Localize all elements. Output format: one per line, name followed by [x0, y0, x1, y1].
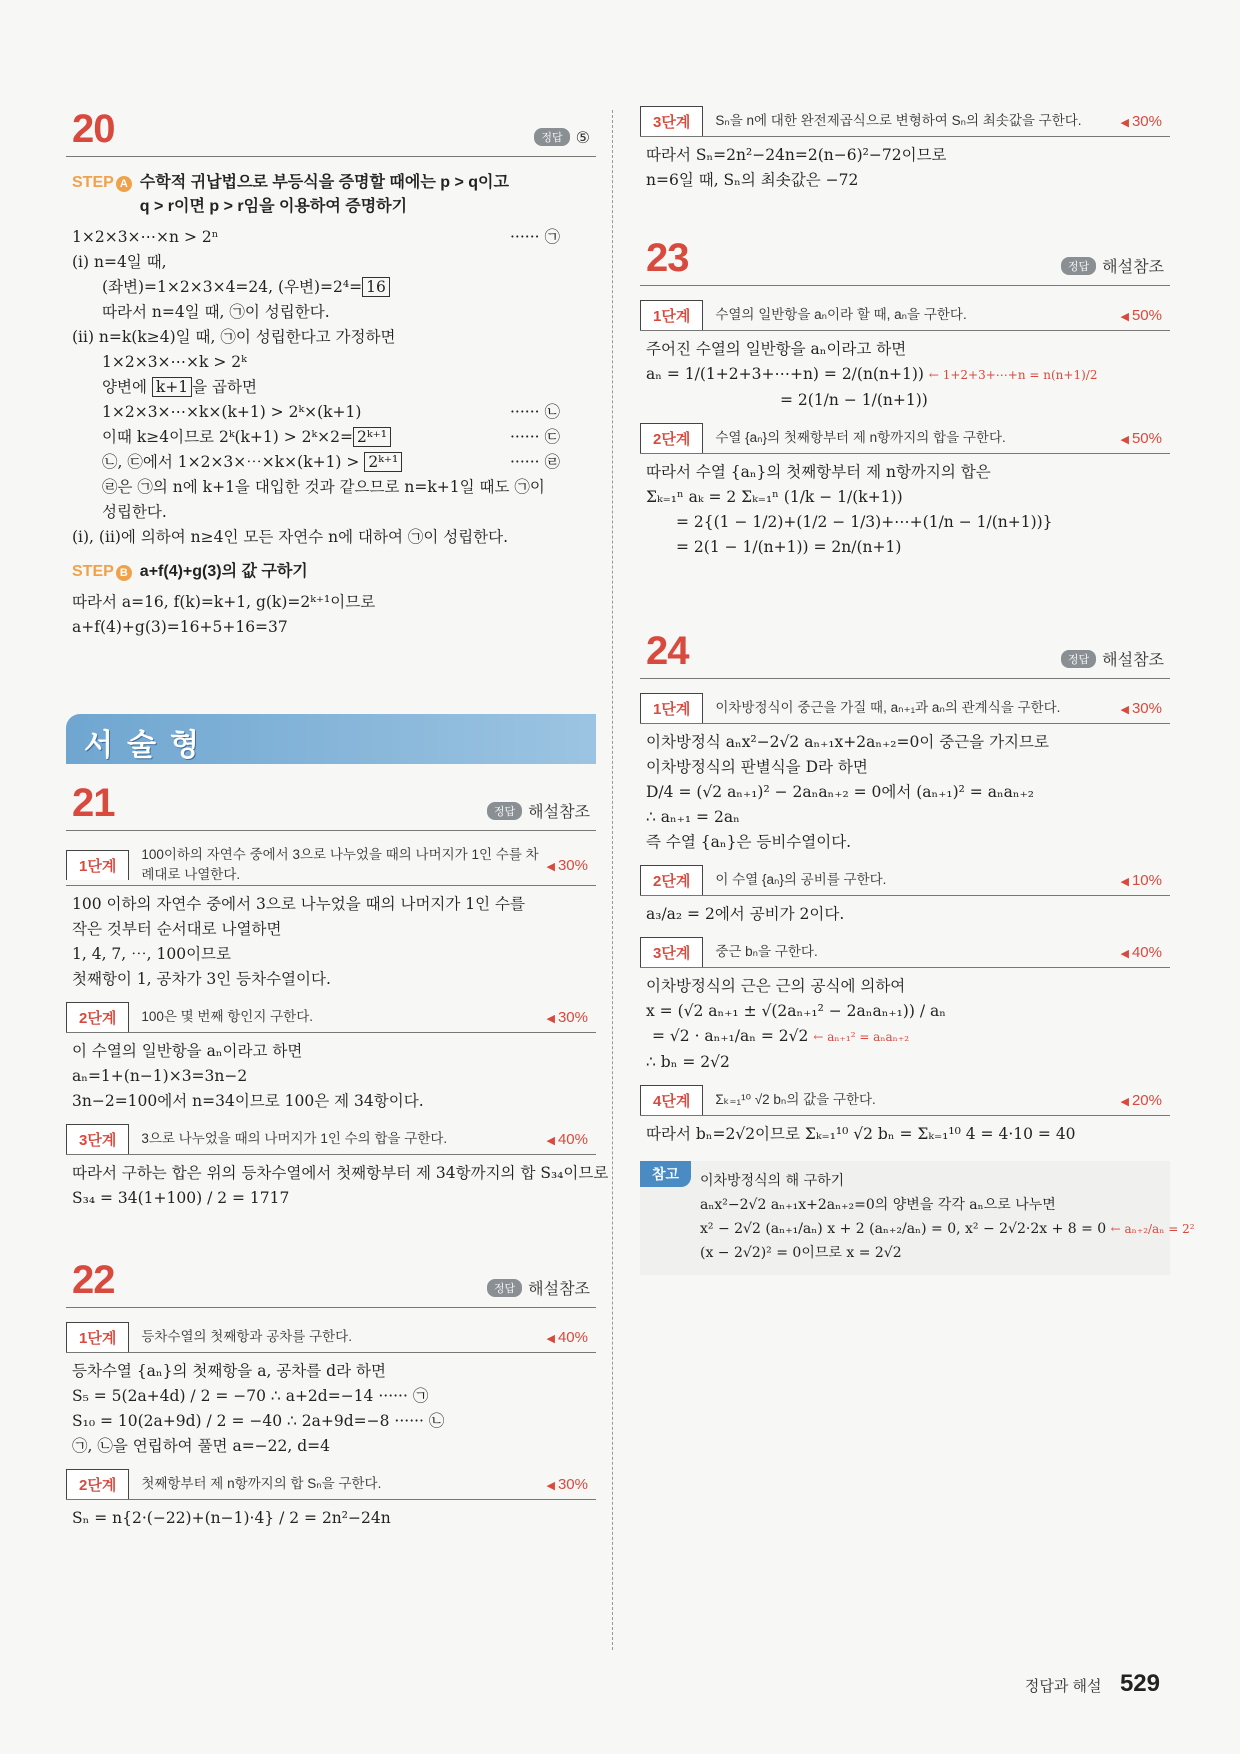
step-label: STEP	[72, 563, 114, 580]
answer	[534, 128, 590, 148]
proof-text: 성립한다.	[102, 503, 167, 521]
solution-line: ∴ bₙ = 2√2	[646, 1053, 730, 1071]
solution-line: Sₙ = n{2·(−22)+(n−1)·4} / 2 = 2n²−24n	[72, 1509, 391, 1527]
stage-percent: ◀ 30%	[546, 1476, 596, 1493]
problem-number: 20	[72, 107, 115, 151]
solution-line: ∴ aₙ₊₁ = 2aₙ	[646, 808, 740, 826]
step-a-title-line2: q > r이면 p > r임을 이용하여 증명하기	[139, 198, 408, 215]
stage-3	[640, 106, 1170, 137]
solution-line: 따라서 bₙ=2√2이므로 Σₖ₌₁¹⁰ √2 bₙ = Σₖ₌₁¹⁰ 4 = 4·10 = 40	[646, 1125, 1076, 1143]
note-tag: 참고	[640, 1161, 691, 1187]
stage-tag: 2단계	[66, 1469, 129, 1499]
step-a-title	[140, 171, 509, 219]
page-number: 529	[1119, 1670, 1160, 1697]
proof-line	[66, 250, 596, 275]
proof-text-after: 을 곱하면	[192, 378, 257, 396]
proof-text: 1×2×3×⋯×k×(k+1) > 2ᵏ×(k+1)	[102, 403, 362, 421]
solution-line: 따라서 Sₙ=2n²−24n=2(n−6)²−72이므로	[646, 146, 947, 164]
equation-reference: ······ ㉡	[510, 403, 560, 421]
problem-number: 21	[72, 781, 115, 825]
solution-line: 따라서 수열 {aₙ}의 첫째항부터 제 n항까지의 합은	[646, 463, 991, 481]
problem-22-header	[66, 1251, 596, 1308]
equation-reference: ······ ㉠	[510, 228, 560, 246]
problem-number: 22	[72, 1258, 115, 1302]
proof-text: (ⅰ), (ⅱ)에 의하여 n≥4인 모든 자연수 n에 대하여 ㉠이 성립한다.	[72, 528, 509, 546]
proof-line	[66, 450, 596, 475]
stage-text: 수열의 일반항을 aₙ이라 할 때, aₙ을 구한다.	[715, 307, 967, 322]
hint-note: ← 1+2+3+⋯+n = n(n+1)/2	[928, 368, 1098, 382]
step-b-tag	[72, 563, 132, 581]
right-column	[640, 100, 1195, 1275]
formula: x² − 2√2 (aₙ₊₁/aₙ) x + 2 (aₙ₊₂/aₙ) = 0, x² − 2√2·2x + 8 = 0	[700, 1221, 1107, 1237]
answer-value: 해설참조	[528, 1281, 590, 1298]
stage-text: 100은 몇 번째 항인지 구한다.	[141, 1009, 314, 1024]
stage-tag: 3단계	[640, 937, 703, 967]
problem-20-proof	[66, 225, 596, 550]
proof-line	[66, 325, 596, 350]
stage-tag: 1단계	[640, 300, 703, 330]
stage-2	[640, 423, 1170, 454]
section-banner	[66, 714, 596, 764]
answer	[487, 1276, 590, 1299]
solution-line: = 2{(1 − 1/2)+(1/2 − 1/3)+⋯+(1/n − 1/(n+1))}	[676, 513, 1053, 531]
proof-line	[66, 525, 596, 550]
solution-line: 주어진 수열의 일반항을 aₙ이라고 하면	[646, 340, 907, 358]
proof-line	[66, 225, 596, 250]
proof-text: ㉡, ㉢에서 1×2×3×⋯×k×(k+1) >	[102, 453, 365, 471]
stage-2	[66, 1469, 596, 1500]
answer-tag: 정답	[487, 802, 522, 820]
solution-line: 등차수열 {aₙ}의 첫째항을 a, 공차를 d라 하면	[72, 1362, 386, 1380]
answer-box: k+1	[152, 377, 192, 397]
stage-percent: ◀ 30%	[1120, 700, 1170, 717]
proof-text: ㉣은 ㉠의 n에 k+1을 대입한 것과 같으므로 n=k+1일 때도 ㉠이	[102, 478, 545, 496]
answer-box: 16	[362, 277, 390, 297]
stage-text: 중근 bₙ을 구한다.	[715, 944, 818, 959]
stage-text: Sₙ을 n에 대한 완전제곱식으로 변형하여 Sₙ의 최솟값을 구한다.	[715, 113, 1082, 128]
stage-2	[640, 865, 1170, 896]
answer-tag: 정답	[1061, 257, 1096, 275]
solution-line: 이차방정식의 판별식을 D라 하면	[646, 758, 868, 776]
note-line: aₙx²−2√2 aₙ₊₁x+2aₙ₊₂=0의 양변을 각각 aₙ으로 나누면	[700, 1197, 1056, 1213]
stage-text: 첫째항부터 제 n항까지의 합 Sₙ을 구한다.	[141, 1476, 382, 1491]
hint-note: ← aₙ₊₁² = aₙaₙ₊₂	[813, 1030, 910, 1044]
stage-tag: 2단계	[640, 865, 703, 895]
equation-reference: ······ ㉢	[510, 428, 560, 446]
stage-1	[66, 845, 596, 886]
answer	[1061, 254, 1164, 277]
answer-value: 해설참조	[1102, 259, 1164, 276]
solution-line: 작은 것부터 순서대로 나열하면	[72, 920, 282, 938]
section-banner-title: 서술형	[84, 729, 213, 762]
answer-tag: 정답	[487, 1279, 522, 1297]
stage-tag: 4단계	[640, 1085, 703, 1115]
solution-line: n=6일 때, Sₙ의 최솟값은 −72	[646, 171, 859, 189]
solution-line: Σₖ₌₁ⁿ aₖ = 2 Σₖ₌₁ⁿ (1/k − 1/(k+1))	[646, 488, 903, 506]
stage-percent: ◀ 40%	[1120, 944, 1170, 961]
hint-note: ← aₙ₊₂/aₙ = 2²	[1110, 1222, 1195, 1236]
solution-line: S₅ = 5(2a+4d) / 2 = −70 ∴ a+2d=−14 ······ ㉠	[72, 1387, 429, 1405]
answer-value: ⑤	[575, 130, 590, 147]
step-letter: A	[116, 176, 132, 192]
formula: = √2 · aₙ₊₁/aₙ = 2√2	[652, 1027, 809, 1045]
stage-text: 이차방정식이 중근을 가질 때, aₙ₊₁과 aₙ의 관계식을 구한다.	[715, 700, 1061, 715]
stage-percent: ◀ 40%	[546, 1131, 596, 1148]
stage-text: 이 수열 {aₙ}의 공비를 구한다.	[715, 872, 887, 887]
proof-line	[66, 300, 596, 325]
stage-text: 3으로 나누었을 때의 나머지가 1인 수의 합을 구한다.	[141, 1131, 448, 1146]
solution-line: S₁₀ = 10(2a+9d) / 2 = −40 ∴ 2a+9d=−8 ······ ㉡	[72, 1412, 445, 1430]
answer-tag: 정답	[1061, 650, 1096, 668]
note-line: 이차방정식의 해 구하기	[700, 1173, 845, 1189]
stage-3	[66, 1124, 596, 1155]
answer-tag: 정답	[534, 128, 569, 146]
problem-21-header	[66, 774, 596, 831]
solution-line: 따라서 구하는 합은 위의 등차수열에서 첫째항부터 제 34항까지의 합 S₃₄이므로	[72, 1164, 609, 1182]
answer-box: 2ᵏ⁺¹	[353, 427, 391, 447]
solution-line: 이 수열의 일반항을 aₙ이라고 하면	[72, 1042, 303, 1060]
solution-line: 3n−2=100에서 n=34이므로 100은 제 34항이다.	[72, 1092, 424, 1110]
stage-text: 100이하의 자연수 중에서 3으로 나누었을 때의 나머지가 1인 수를 차례대로 나열한다.	[141, 847, 539, 882]
answer	[1061, 647, 1164, 670]
proof-line	[66, 375, 596, 400]
proof-line	[66, 425, 596, 450]
note-line	[700, 1217, 1195, 1241]
solution-line: 100 이하의 자연수 중에서 3으로 나누었을 때의 나머지가 1인 수를	[72, 895, 526, 913]
proof-text: 양변에	[102, 378, 152, 396]
stage-tag: 1단계	[640, 693, 703, 723]
solution-line: 이차방정식 aₙx²−2√2 aₙ₊₁x+2aₙ₊₂=0이 중근을 가지므로	[646, 733, 1049, 751]
solution-line: a+f(4)+g(3)=16+5+16=37	[72, 618, 288, 636]
stage-tag: 1단계	[66, 850, 129, 880]
stage-4	[640, 1085, 1170, 1116]
solution-line: 1, 4, 7, ⋯, 100이므로	[72, 945, 232, 963]
proof-text: 이때 k≥4이므로 2ᵏ(k+1) > 2ᵏ×2=	[102, 428, 354, 446]
solution-line	[640, 1024, 1170, 1050]
solution-line: = 2(1 − 1/(n+1)) = 2n/(n+1)	[676, 538, 902, 556]
stage-percent: ◀ 20%	[1120, 1092, 1170, 1109]
problem-23-header	[640, 229, 1170, 286]
stage-1	[640, 300, 1170, 331]
proof-text: 따라서 n=4일 때, ㉠이 성립한다.	[102, 303, 330, 321]
stage-tag: 3단계	[640, 106, 703, 136]
problem-24-header	[640, 622, 1170, 679]
solution-line: 이차방정식의 근은 근의 공식에 의하여	[646, 977, 906, 995]
stage-percent: ◀ 40%	[546, 1329, 596, 1346]
note-line: (x − 2√2)² = 0이므로 x = 2√2	[700, 1245, 902, 1261]
stage-1	[640, 693, 1170, 724]
column-divider	[612, 110, 613, 1650]
step-b-title: a+f(4)+g(3)의 값 구하기	[139, 563, 308, 580]
solution-line: 첫째항이 1, 공차가 3인 등차수열이다.	[72, 970, 331, 988]
footer-label: 정답과 해설	[1024, 1678, 1102, 1695]
proof-text: (좌변)=1×2×3×4=24, (우변)=2⁴=	[102, 278, 363, 296]
solution-line: S₃₄ = 34(1+100) / 2 = 1717	[72, 1189, 290, 1207]
stage-percent: ◀ 50%	[1120, 307, 1170, 324]
solution-line: ㉠, ㉡을 연립하여 풀면 a=−22, d=4	[72, 1437, 331, 1455]
stage-text: 수열 {aₙ}의 첫째항부터 제 n항까지의 합을 구한다.	[715, 430, 1006, 445]
proof-text: (ⅱ) n=k(k≥4)일 때, ㉠이 성립한다고 가정하면	[72, 328, 396, 346]
solution-line: x = (√2 aₙ₊₁ ± √(2aₙ₊₁² − 2aₙaₙ₊₁)) / aₙ	[646, 1002, 946, 1020]
solution-line: D/4 = (√2 aₙ₊₁)² − 2aₙaₙ₊₂ = 0에서 (aₙ₊₁)² = aₙaₙ₊₂	[646, 783, 1035, 801]
formula: aₙ = 1/(1+2+3+⋯+n) = 2/(n(n+1))	[646, 365, 924, 383]
stage-percent: ◀ 30%	[1120, 113, 1170, 130]
solution-line: aₙ=1+(n−1)×3=3n−2	[72, 1067, 248, 1085]
solution-line: a₃/a₂ = 2에서 공비가 2이다.	[646, 905, 845, 923]
reference-note	[640, 1161, 1195, 1275]
answer-value: 해설참조	[528, 804, 590, 821]
equation-reference: ······ ㉣	[510, 453, 560, 471]
stage-2	[66, 1002, 596, 1033]
proof-text: (ⅰ) n=4일 때,	[72, 253, 167, 271]
answer	[487, 799, 590, 822]
stage-percent: ◀ 50%	[1120, 430, 1170, 447]
stage-1	[66, 1322, 596, 1353]
stage-text: Σₖ₌₁¹⁰ √2 bₙ의 값을 구한다.	[715, 1092, 876, 1107]
proof-text: 1×2×3×⋯×k > 2ᵏ	[102, 353, 247, 371]
solution-line: = 2(1/n − 1/(n+1))	[780, 391, 928, 409]
solution-line: 즉 수열 {aₙ}은 등비수열이다.	[646, 833, 852, 851]
step-a-title-line1: 수학적 귀납법으로 부등식을 증명할 때에는 p > q이고	[139, 174, 509, 191]
proof-text: 1×2×3×⋯×n > 2ⁿ	[72, 228, 219, 246]
proof-line	[66, 500, 596, 525]
left-column	[66, 100, 609, 1531]
stage-tag: 2단계	[66, 1002, 129, 1032]
stage-percent: ◀ 30%	[546, 1009, 596, 1026]
step-letter: B	[116, 565, 132, 581]
step-b	[72, 560, 596, 584]
proof-line	[66, 350, 596, 375]
stage-3	[640, 937, 1170, 968]
page-footer	[1025, 1670, 1160, 1698]
solution-line	[640, 362, 1170, 388]
problem-number: 24	[646, 629, 689, 673]
step-a	[72, 171, 596, 219]
stage-tag: 3단계	[66, 1124, 129, 1154]
problem-number: 23	[646, 236, 689, 280]
stage-percent: ◀ 30%	[546, 857, 596, 874]
stage-text: 등차수열의 첫째항과 공차를 구한다.	[141, 1329, 352, 1344]
solution-line: 따라서 a=16, f(k)=k+1, g(k)=2ᵏ⁺¹이므로	[72, 593, 376, 611]
proof-line	[66, 475, 596, 500]
proof-line	[66, 400, 596, 425]
stage-tag: 1단계	[66, 1322, 129, 1352]
answer-box: 2ᵏ⁺¹	[364, 452, 402, 472]
stage-tag: 2단계	[640, 423, 703, 453]
step-a-tag	[72, 174, 132, 192]
step-label: STEP	[72, 174, 114, 191]
proof-line	[66, 275, 596, 300]
answer-value: 해설참조	[1102, 652, 1164, 669]
problem-20-header	[66, 100, 596, 157]
stage-percent: ◀ 10%	[1120, 872, 1170, 889]
